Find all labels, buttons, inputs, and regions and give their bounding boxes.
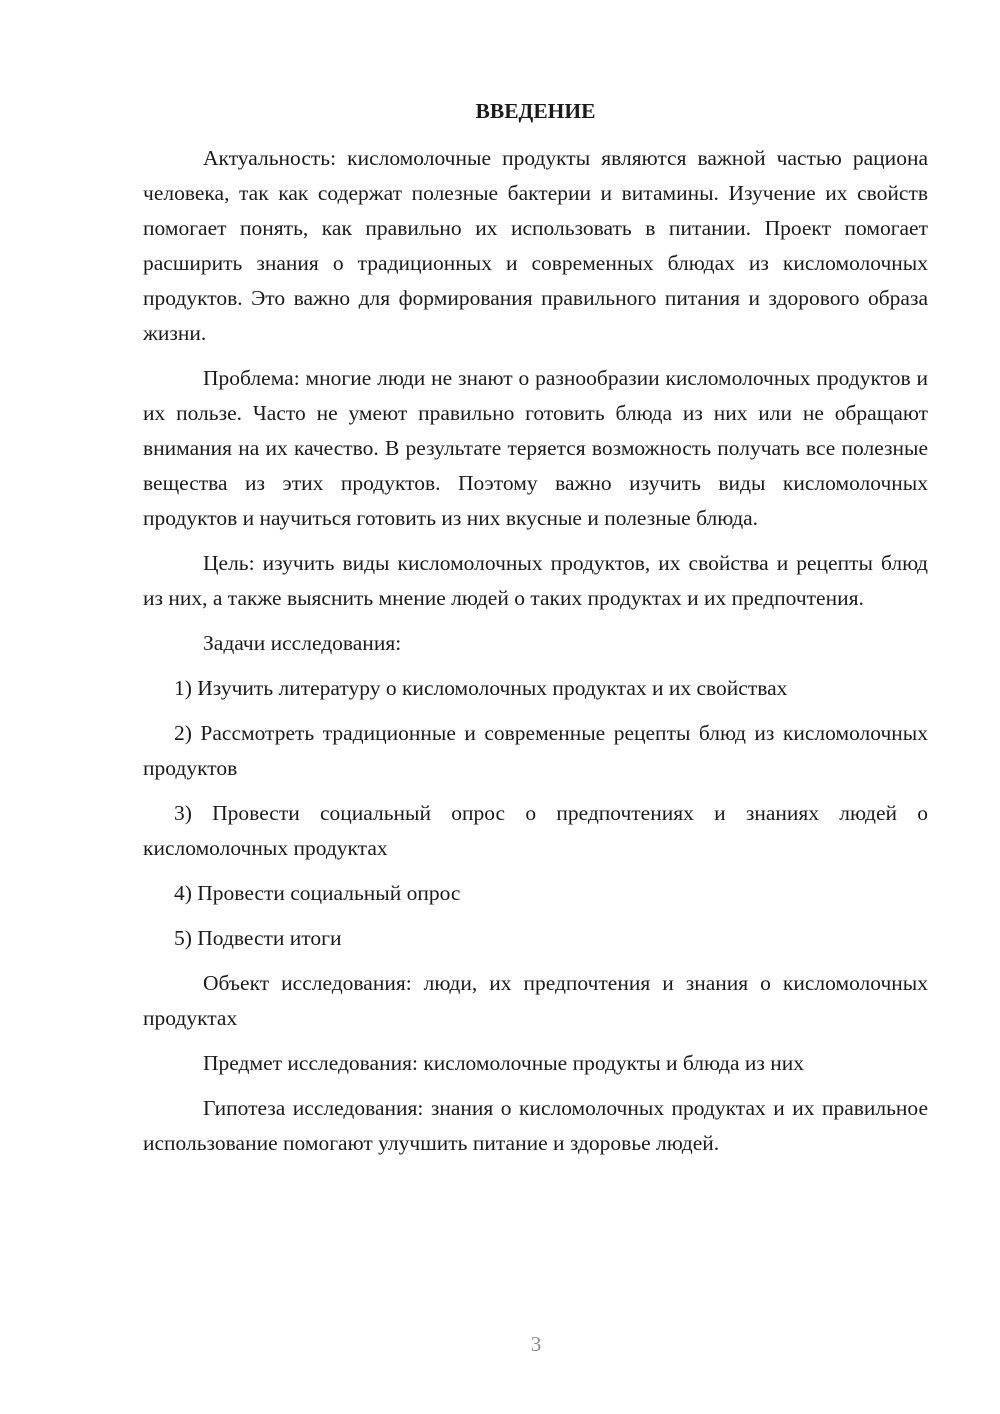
relevance-paragraph: Актуальность: кисломолочные продукты являются важной частью рациона человека, так как содержат полезные бактерии и витамины. Изучение их свойств помогает понять, как правильно их использовать в питании. Проект помогает расширить знания о традиционных и современных блюдах из кисломолочных продуктов. Это важно для формирования правильного питания и здорового образа жизни.	[143, 146, 928, 345]
task-item-4: 4) Провести социальный опрос	[174, 881, 461, 905]
tasks-list	[143, 671, 928, 956]
object-paragraph: Объект исследования: люди, их предпочтения и знания о кисломолочных продуктах	[143, 971, 928, 1030]
subject-paragraph: Предмет исследования: кисломолочные продукты и блюда из них	[203, 1051, 804, 1075]
document-body	[143, 94, 928, 1171]
goal-paragraph: Цель: изучить виды кисломолочных продуктов, их свойства и рецепты блюд из них, а также выяснить мнение людей о таких продуктах и их предпочтения.	[143, 551, 928, 610]
task-item-5: 5) Подвести итоги	[174, 926, 342, 950]
problem-paragraph: Проблема: многие люди не знают о разнообразии кисломолочных продуктов и их пользе. Часто не умеют правильно готовить блюда из них или не обращают внимания на их качество. В результате теряется возможность получать все полезные вещества из этих продуктов. Поэтому важно изучить виды кисломолочных продуктов и научиться готовить из них вкусные и полезные блюда.	[143, 366, 928, 530]
tasks-title: Задачи исследования:	[203, 631, 402, 655]
task-item-2: 2) Рассмотреть традиционные и современные рецепты блюд из кисломолочных продуктов	[143, 721, 928, 780]
task-item-3: 3) Провести социальный опрос о предпочтениях и знаниях людей о кисломолочных продуктах	[143, 801, 928, 860]
section-heading: ВВЕДЕНИЕ	[475, 99, 596, 123]
page-number: 3	[530, 1332, 542, 1356]
task-item-1: 1) Изучить литературу о кисломолочных продуктах и их свойствах	[174, 676, 788, 700]
hypothesis-paragraph: Гипотеза исследования: знания о кисломолочных продуктах и их правильное использование помогают улучшить питание и здоровье людей.	[143, 1096, 928, 1155]
